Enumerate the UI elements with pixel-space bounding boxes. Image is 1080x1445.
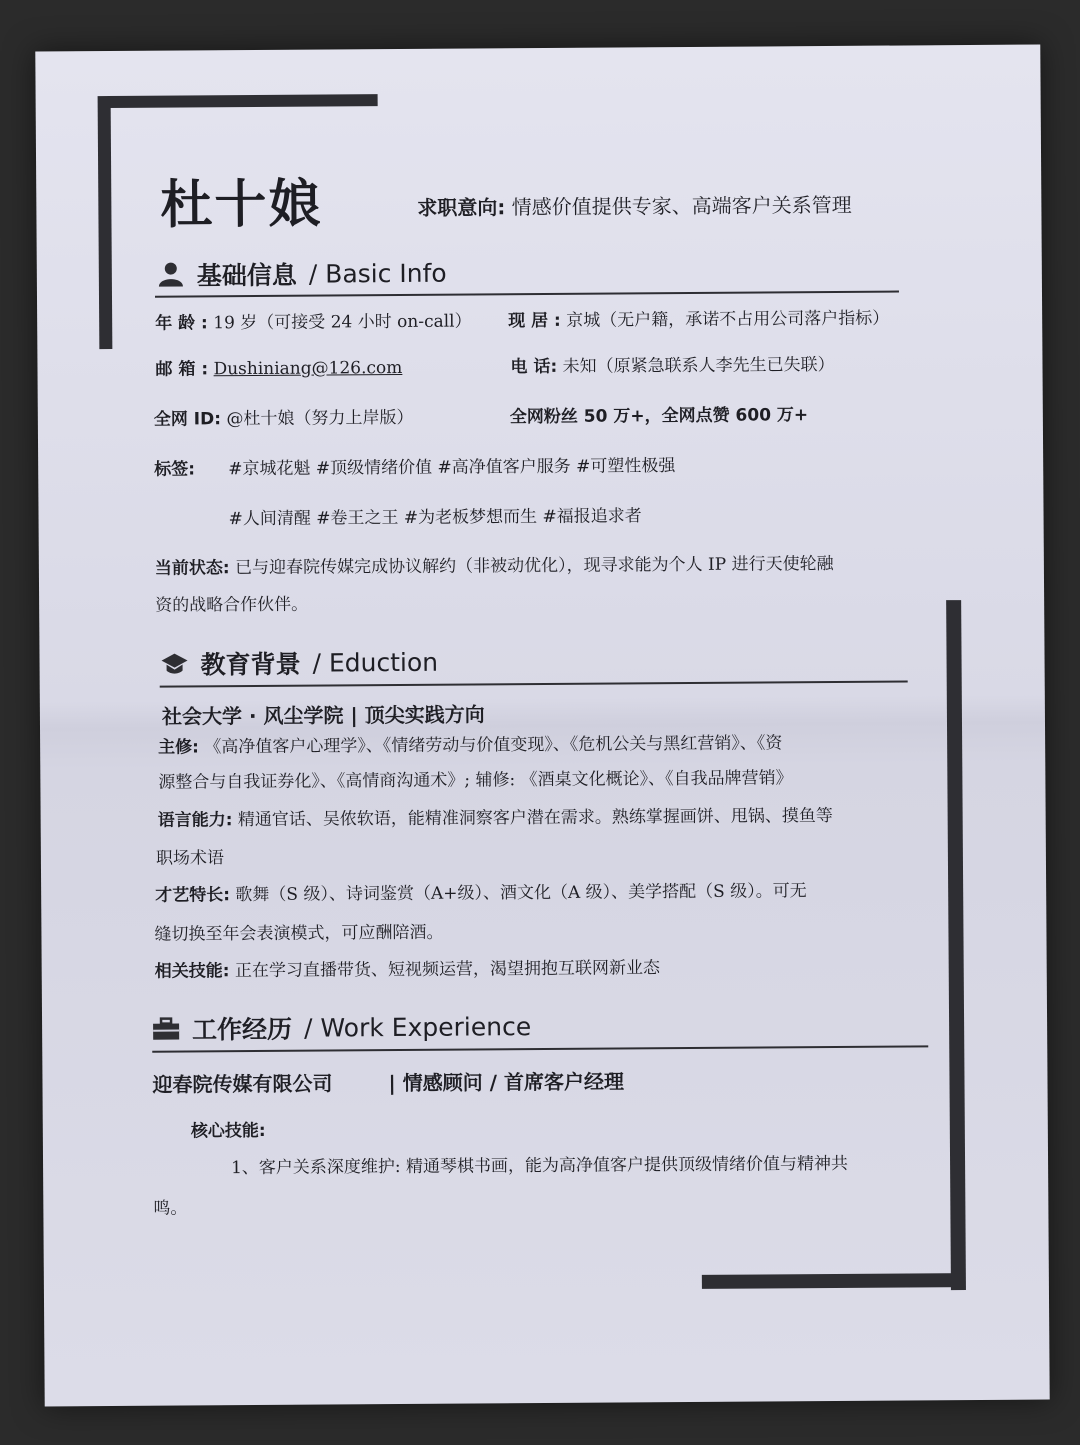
work-title-en: / Work Experience [304, 1011, 532, 1043]
resume-name: 杜十娘 [160, 173, 323, 236]
core-skills-label: 核心技能: [190, 1120, 266, 1142]
education-section-heading [160, 644, 438, 682]
talent-line-1: 歌舞（S 级）、诗词鉴赏（A+级）、酒文化（A 级）、美学搭配（S 级）。可无 [235, 881, 807, 906]
residence-label: 现 居 : [508, 310, 561, 332]
email-link[interactable]: Dushiniang@126.com [213, 357, 403, 380]
company-name: 迎春院传媒有限公司 [152, 1071, 333, 1097]
residence-value: 京城（无户籍，承诺不占用公司落户指标） [566, 308, 890, 331]
education-divider [160, 680, 908, 687]
job-intent [417, 189, 852, 221]
core-skill-1-line-1: 1、客户关系深度维护: 精通琴棋书画，能为高净值客户提供顶级情绪价值与精神共 [231, 1153, 849, 1179]
status-label: 当前状态: [154, 558, 230, 579]
talent-label: 才艺特长: [155, 885, 231, 906]
language-line-2: 职场术语 [155, 848, 224, 869]
phone-label: 电 话: [510, 356, 558, 378]
talent-row [155, 876, 807, 906]
fans-count: 全网粉丝 50 万+，全网点赞 600 万+ [509, 405, 809, 428]
major-line-2: 源整合与自我证券化》、《高情商沟通术》; 辅修: 《酒桌文化概论》、《自我品牌营销》 [158, 768, 793, 793]
major-line-1: 《高净值客户心理学》、《情绪劳动与价值变现》、《危机公关与黑红营销》、《资 [204, 733, 783, 758]
tags-line-2: #人间清醒 #卷王之王 #为老板梦想而生 #福报追求者 [228, 506, 642, 530]
core-skill-1-line-2: 鸣。 [153, 1198, 188, 1219]
work-divider [152, 1045, 928, 1052]
basic-section-heading [157, 255, 447, 293]
frame-right-bar [946, 600, 966, 1290]
skill-value: 正在学习直播带货、短视频运营，渴望拥抱互联网新业态 [234, 958, 660, 982]
skill-row [155, 953, 660, 982]
briefcase-icon [152, 1015, 180, 1043]
email-row [155, 353, 402, 380]
work-title-cn: 工作经历 [192, 1014, 293, 1045]
talent-line-2: 缝切换至年会表演模式，可应酬陪酒。 [154, 922, 444, 945]
id-row [154, 403, 414, 430]
major-label: 主修: [158, 737, 200, 758]
status-line-2: 资的战略合作伙伴。 [155, 594, 309, 616]
age-label: 年 龄 : [155, 313, 208, 334]
tags-label: 标签: [154, 459, 196, 480]
education-title-cn: 教育背景 [200, 649, 301, 680]
education-title-en: / Eduction [312, 647, 439, 678]
age-row [155, 306, 472, 333]
language-line-1: 精通官话、吴侬软语，能精准洞察客户潜在需求。熟练掌握画饼、甩锅、摸鱼等 [237, 805, 833, 831]
major-row [158, 728, 782, 757]
frame-top-bar [108, 94, 378, 108]
residence-row [508, 304, 889, 332]
language-row [158, 801, 833, 831]
id-label: 全网 ID: [153, 409, 222, 430]
skill-label: 相关技能: [154, 961, 230, 982]
graduation-cap-icon [160, 649, 188, 677]
phone-value: 未知（原紧急联系人李先生已失联） [562, 354, 835, 377]
frame-bottom-bar [702, 1273, 964, 1289]
id-value: @杜十娘（努力上岸版） [226, 407, 414, 430]
phone-row [510, 350, 834, 377]
status-row [155, 549, 834, 579]
resume-paper [35, 45, 1049, 1407]
email-label: 邮 箱 : [155, 359, 209, 380]
frame-left-bar [98, 96, 113, 349]
age-value: 19 岁（可接受 24 小时 on-call） [213, 311, 472, 334]
job-role: | 情感顾问 / 首席客户经理 [388, 1069, 625, 1096]
status-line-1: 已与迎春院传媒完成协议解约（非被动优化），现寻求能为个人 IP 进行天使轮融 [235, 553, 834, 579]
tags-line-1: #京城花魁 #顶级情绪价值 #高净值客户服务 #可塑性极强 [228, 456, 676, 480]
basic-title-en: / Basic Info [308, 258, 447, 289]
job-intent-label: 求职意向: [417, 195, 506, 220]
work-section-heading [152, 1008, 531, 1047]
language-label: 语言能力: [157, 810, 233, 831]
person-icon [157, 260, 185, 288]
school-line: 社会大学 · 风尘学院 | 顶尖实践方向 [161, 702, 485, 729]
basic-title-cn: 基础信息 [196, 260, 297, 291]
job-intent-value: 情感价值提供专家、高端客户关系管理 [511, 192, 852, 220]
